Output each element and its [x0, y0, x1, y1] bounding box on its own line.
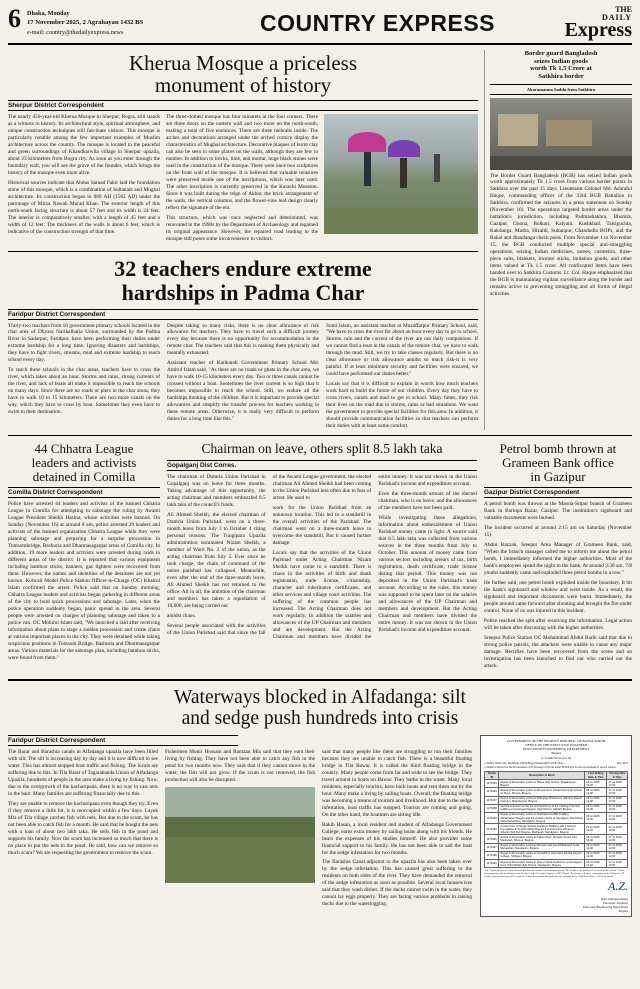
paragraph: Police have arrested 44 leaders and activists of the banned Chhatra League in Comilla for attempting to sabotage the ruling by Awami League President Sheikh Hasina, whose activities were banned. On Sunday (November 16) at around 8 am, police arrested 29 leaders and activists of the banned organization Chhatra League while they were planning sabotage and preparing for a surprise procession in Tomsombridge, Bashuria and Dharmasagarpar areas of Comilla city. In addition, 19 more leaders and activists were arrested during raids in different areas of the district. It is reported that various equipment including bamboo sticks, banners, gas lighters were recovered from them. However, the names and identities of the detainees are not yet known. Kotwali Model Police Station Officer-in-Charge (OC) Khairul Islam confirmed the arrest. Police said that on Sunday morning, Chhatra League leaders and activists began gathering in different areas of the city to hold quick processions and sabotage. Later, when the police operation suddenly began, panic spread in the area. Several people were arrested on charges of planning sabotage and taken to a police van. OC Mohirul Islam said, "We launched a raid after receiving information about plans to stage a sudden procession and create chaos at various important places in the city. They were detained while taking suspicious positions in Tomsom Bridge, Bashuria and Dharmasagarpar areas. Various materials for the sabotage plan, including bamboo sticks, were found from them." [8, 501, 160, 661]
figure-person [364, 152, 371, 186]
table-row [485, 851, 628, 859]
cell-description: Repair & Renovation works at Pallavi Shah Jamadra Senior Alim Madrasah, Sherpur, Bogura [499, 835, 585, 843]
story-chhatra-league [8, 440, 160, 673]
lead-photo-col [324, 114, 478, 246]
cell-description: Repair & Renovation works at Shibganjo Professors Islampur Daurd Nazrulm, Shajahanpur, Bogura [499, 796, 585, 804]
paragraph: While investigating these allegations, information about embezzlement of Union Parishad money came to light. A source said that 8.5 lakh taka was collected from various sources in the three months from July to October. This amount of money came from various sectors including arrears of tax, birth registration, death certificate, trade license during that period. This money was not deposited in the Union Parishad's bank account. According to the rules, this money was supposed to be spent later on the salaries and allowances of the UP Chairman and members and development. But the Acting Chairman and members have divided the entire money. It was not shown in the Union Parishad's income and expenditure account. [378, 515, 477, 634]
photo-foreground [490, 156, 632, 170]
masthead-place: Dhaka, Monday [27, 10, 70, 17]
cell-last-selling: 26.11.2025 13.00 [585, 824, 607, 835]
paragraph: The Barashia Canal adjacent to the upazila has also been taken over by the sedge infestation. This has caused great suffering to the residents on both sides of the river. They have demanded the removal of the sedge infestation as soon as possible. Several local housewives said that they wash dishes. If the ducks cannot swim in the water, they cannot lay eggs properly. They are facing various problems in raising ducks due to the waterlogging. [322, 859, 472, 908]
photo-treeline [165, 817, 315, 837]
feature-col-3 [322, 749, 472, 912]
col-last-selling: Last Selling Date & Time [585, 771, 607, 779]
cell-tender-id: 1176460 [485, 824, 499, 835]
lead-text-left [8, 114, 160, 246]
cell-tender-id: 1176457 [485, 796, 499, 804]
feature-col-2 [165, 749, 315, 912]
cell-last-selling: 26.11.2025 13.00 [585, 851, 607, 859]
table-row [485, 860, 628, 868]
table-row [485, 824, 628, 835]
banner-body [8, 323, 478, 431]
table-row [485, 812, 628, 823]
table-row [485, 796, 628, 804]
story4-byline: Gopalganj Dist Corres. [167, 460, 477, 471]
paragraph: The Barar and Barashia canals in Alfadanga upazila have been filled with silt. The silt is increasing day by day and it is now difficult to see water. This has almost stopped boat traffic and fishing. The locals are suffering due to this. In Tila Barar of Tagarabanda Union of Alfadanga Upazila, hundreds of people in the area make a living by fishing. Now, due to the overgrowth of the kachuripana, there is no way to cast nets in the haor. Many families are suffering financially due to this. [8, 748, 158, 797]
paragraph: Fishermen Monir Hossain and Ramzan Mia said that they earn their living by fishing. They have not been able to catch any fish in the pond for two months now. They said that if they cannot move in the water, the fish will not grow. If the scum is not removed, the fish production will also be disrupted. [165, 748, 315, 783]
cell-tender-id: 1176456 [485, 860, 499, 868]
cell-description: Vertical extension of the 1st and 2nd floors of the existing 3 storied building at Gosaingai Kaigaon High School, Gabtali, Bogura [499, 804, 585, 812]
tender-signature: (Md. Ashiquzzaman) Executive Engineer Education Engineering Department Bogura [582, 896, 628, 914]
banner-headline: 32 teachers endure extreme hardships in Padma Char [114, 256, 372, 305]
paragraph: The three-domed mosque has four minarets at the four corners. There are three doors on the eastern wall and two more on the north-south, making a total of five entrances. There are three mehrabs inside. The arches and decorations arranged under the arched cornice display the characteristics of Mughal architecture. Decorative plaques of burnt clay can also be seen in some places on the walls, although they are few in number. In addition to bricks, lime, and mortar, huge black stones were used in the construction of the mosque. There were once two sculptures on the front wall of the mosque. It is believed that valuable treasures were preserved inside one of the inscriptions, which was later used. The other inscription is currently preserved in the Karachi Museum. Since it was built during the reign of Akbar, the brick arrangement of the walls, the vertical columns, and the flower-vine leaf design clearly reflect the signature of the era. [166, 114, 318, 212]
photo-rain-walkers [324, 114, 478, 234]
paragraph: To reach these schools in the char areas, teachers have to cross the river, which takes about an hour. Storms and rains, strong currents of the river, and lack of boats all make it impossible to reach the schools on many days. Since there are no roads or piers in the char areas, they have to walk 10 to 15 kilometers. There are two more canals on the way, which they have to cross by boat. Sometimes they even have to swim to their destination. [8, 367, 160, 416]
masthead-date: 17 November 2025, 2 Agrahayan 1432 BS [27, 19, 144, 27]
rail-headline: Border guard Bangladesh seizes Indian goods worth Tk 1.5 Crore at Satkhira border [490, 50, 632, 84]
tender-note: e-Tender is invited for the Procurement of 25 Packages of Works under EED Bogra for the procurement of several tenders. [484, 765, 617, 769]
cell-tender-id: 1176455 [485, 780, 499, 788]
tender-notice [480, 735, 632, 918]
paragraph: The chairman of Dumria Union Parishad in Gopalganj was on leave for three months. Taking advantage of this opportunity, the acting chairman and members embezzled 8.5 lakh taka of the council's funds. [167, 474, 266, 509]
tender-ref: e-Tender Notice No. Bodhnaliya/EED/Bogra/Tender/2025-2026/ Date: ... [484, 761, 567, 765]
tender-ref-right: Ref: 2025 [616, 761, 628, 765]
cell-last-selling: 26.11.2025 13.00 [585, 812, 607, 823]
divider [8, 435, 632, 436]
paragraph: The incident occurred at around 2:15 am on Saturday (November 15). [484, 525, 632, 539]
col-closing: Closing Date & Time [607, 771, 628, 779]
tender-footer-note: N.B. Tender documents can be downloaded from the website www.eprocure.gov.bd. The details of the tender will be found on the website. Tender documents can also be obtained from the office of the Executive Engineer, EED, Bogura. To activate e-Tenders, registration for the National e-GP Portal (www.eprocure.gov.bd) is required. Further information and guidelines are available in the Guidelines of the e-GP Procurement. [484, 869, 625, 878]
paragraph: Even the three-month arrears of the elected chairman, who is on leave, and the allowances of the members have not been paid. [378, 491, 477, 512]
rail-byline: Akaramanna Sadda from Satkhira [490, 85, 632, 95]
cell-description: Repair & Renovation works at Talora High School, Shajahanpur, Bogura [499, 780, 585, 788]
cell-last-selling: 26.11.2025 13.00 [585, 796, 607, 804]
photo-goods-pile [546, 120, 592, 146]
photo-water-hyacinth [165, 787, 315, 883]
photo-goods-pile [498, 114, 538, 146]
brand-daily: DAILY [601, 12, 632, 22]
table-body [485, 780, 628, 868]
cell-description: Repair & Renovation works at Chowdhury Hammana Mohila Degree College, Shibganj, Bogura [499, 851, 585, 859]
page-number: 6 [8, 4, 21, 33]
paragraph: Historical sources indicate that Abdus Samad Fakir laid the foundation stone of this mosque, which is a combination of Sultanate and Mughal architecture. Its construction began in 989 AH (1582 AD) under the patronage of Mirza Nawab Murad Khan. The exterior length of this north-south facing structure is about 57 feet and its width is 24 feet. The interior is comparatively smaller, with a length of 45 feet and a width of 12 feet. The thickness of the walls is about 6 feet, which is indicative of the construction strength of that time. [8, 180, 160, 236]
table-header-row [485, 771, 628, 779]
paragraph: The nearly 450-year-old Kherua Mosque in Sherpur, Bogra, still stands as a witness to history. Its architectural style, spiritual atmosphere, and unique construction techniques still fascinate visitors. This mosque is particularly notable among the few important examples of Muslim architecture across the country. The mosque is located in the peaceful and green surroundings of Khandkarwila village in Sherpur upazila, about 23 kilometres from Bogra city. As soon as you enter through the boundary wall, you will see the grave of the founder, which brings the history of the mosque even more alive. [8, 114, 160, 177]
story-petrol-bomb [484, 440, 632, 673]
lead-byline: Sherpur District Correspondent [8, 100, 478, 111]
cell-closing: 27.11.2025 13.00 [607, 824, 628, 835]
cell-closing: 27.11.2025 13.00 [607, 860, 628, 868]
paragraph: He further said, one petrol bomb exploded inside the boundary. It hit the bank's signboard and window and went inside. As a result, the signboard and important documents were burnt. Immediately, the people around came forward after shouting and brought the fire under control. None of us was injured in this incident. [484, 580, 632, 614]
photo-sky [165, 787, 315, 817]
paragraph: The Border Guard Bangladesh (BGB) has seized Indian goods worth approximately Tk 1.5 crore from various border points in Satkhira over the past 15 days. Lieutenant Colonel Md. Ashraful Haque, commanding officer of the 33rd BGB Battalion in Satkhira, confirmed the seizures in a press statement on Sunday (November 16). The operations targeted border areas under the battalion's jurisdiction, including Padmashakhra, Bhomra, Gazipur, Ghona, Bolkari, Kalyani, Kushkhali, Talsiguchia, Kakdanga, Madra, Hizaldi, Sultanpur, Chandudia BOPs, and the Bakal and Jhaudanga check posts. From November 1 to November 15, the BGB conducted multiple special anti-smuggling operations, seizing Indian medicines, sarees, cosmetics, three-piece suits, blankets, incense sticks, imitation goods, and other items valued at Tk 1.5 crore. All confiscated items have been handed over to Satkhira Customs. Lt. Col. Haque emphasized that the BGB is maintaining vigilant surveillance along the border and remains active in preventing smuggling and all forms of illegal activities. [490, 172, 632, 298]
figure-person [434, 154, 440, 182]
photo-foreground [324, 208, 478, 234]
masthead-dateline [27, 6, 143, 37]
paragraph: Locals say that it is difficult to explain in words how much teachers work hard to build the future of our children. Every day they have to cross rivers, canals and mud to get to school. Many times, they risk their lives on the road due to storms, rains or bad situations. We want the government to provide special facilities for this area. In addition, it should provide communication facilities so that teachers can perform their duties with at least some comfort. [326, 381, 478, 430]
paragraph: work for the Union Parishad from an unknown location. This led to a standstill in the overall activities of the Parishad. The chairman went on a three-month leave to overcome the standstill. But it caused further damage. [272, 505, 372, 547]
feature-col-1 [8, 749, 158, 912]
feature-body [8, 735, 632, 918]
story5-headline: Petrol bomb thrown at Grameen Bank office in Gazipur [499, 441, 617, 484]
col-description: Description of Work [499, 771, 585, 779]
paragraph: Locals say that the activities of the Union Parishad under Acting Chairman Nizam Sheikh have come to a standstill. There is chaos in the activities of birth and death registration, trade license, citizenship, character and inheritance certificates, and other services and village court activities. The suffering of the common people has increased. The Acting Chairman does not work regularly, In addition the salaries and allowances of the UP Chairman and members and are development. But the Acting Chairman and members have divided the entire money. It was not shown in the Union Parishad's income and expenditure account. [272, 474, 477, 641]
cell-tender-id: 1176459 [485, 812, 499, 823]
col-tender-id: Tender ID [485, 771, 499, 779]
right-rail [484, 50, 632, 430]
umbrella-icon [388, 140, 420, 157]
cell-last-selling: 26.11.2025 13.00 [585, 804, 607, 812]
story3-byline: Comilla District Correspondent [8, 487, 160, 498]
paragraph: Several people associated with the activities of the Union Parishad said that since the fall of the Awami League government, the elected chairman Ali Ahmed Sheikh had been coming to the Union Parishad less often due to fear of arrest. He used to [167, 474, 372, 637]
cell-last-selling: 26.11.2025 13.00 [585, 788, 607, 796]
tender-header: GOVERNMENT OF THE PEOPLE'S REPUBLIC OF BANGLADESH OFFICE OF THE EXECUTIVE ENGINEER EDUCATION ENGINEERING DEPARTMENT Bagura w: beidbrbrcse.gov.bd [507, 738, 606, 760]
paragraph: amidst chaos. [167, 613, 196, 620]
cell-tender-id: 1176457 [485, 843, 499, 851]
cell-description: Repair & Renovation works at Dhunat Govt. Model Pilot High School for Boys, Dhunat, Bogura [499, 788, 585, 796]
masthead-left [8, 6, 243, 40]
cell-last-selling: 26.11.2025 13.00 [585, 843, 607, 851]
story5-byline: Gazipur District Correspondent [484, 487, 632, 498]
masthead-brand [512, 6, 632, 40]
story4-headline: Chairman on leave, others split 8.5 lakh taka [201, 441, 443, 457]
second-band [8, 440, 632, 673]
brand-the: THE [615, 5, 632, 14]
divider [8, 251, 478, 252]
feature-left [8, 735, 474, 918]
main-column [8, 50, 478, 430]
paragraph: They are unable to remove the kachuripana even though they try. Even if they remove a little bit, it is reoccupied within a few days. Layek Mia of Tila village catches fish with nets. But due to the scum, he has not been able to catch fish for a month. He said that he bought the nets with a loan of about two lakh taka. He sells fish in the pond and supports his family. Now the scum has increased so much that there is no place to put the nets in the pond. He said, how can we remove so much scum? We are requesting the government to remove the scum. [8, 800, 158, 856]
cell-closing: 27.11.2025 13.00 [607, 812, 628, 823]
table-row [485, 804, 628, 812]
tender-table [484, 771, 628, 868]
cell-closing: 27.11.2025 13.00 [607, 804, 628, 812]
cell-closing: 27.11.2025 13.00 [607, 851, 628, 859]
masthead-section [243, 6, 512, 40]
masthead-email: e-mail: country@thedailyexpress.news [27, 29, 124, 37]
cell-last-selling: 26.11.2025 13.00 [585, 780, 607, 788]
paragraph: Sumi Islam, an assistant teacher at Muzaffarpur Primary School, said, "We have to cross the river for about an hour every day to go to school. Storms, rain and the current of the river are our daily companions. If we cannot find a boat in the canals of the remote char, we have to walk through the mud. Still, we try to take classes regularly. But there is no clear allowance or risk allowance amidst so much risk-it is very painful. If at least minimum security and facilities were ensured, we could have performed our duties better." [326, 322, 478, 378]
table-row [485, 843, 628, 851]
banner-byline: Faridpur District Correspondent [8, 309, 478, 320]
photo-canal [165, 837, 315, 883]
paragraph: This structure, which was once neglected and deteriorated, was renovated in the 1990s by the Department of Archaeology and regained its original appearance. However, the repaired road leading to the mosque still poses some inconvenience to visitors. [166, 215, 318, 243]
paragraph: Rakib Hasan, a local resident and student of Alfadanga Government College, earns extra money by sailing boats along with his friends. He bears the expenses of his studies himself. He also provides some financial support to his family. He has not been able to sail the boat for the sedge infestation for two months. [322, 821, 472, 856]
tender-ref-line [484, 762, 628, 765]
lead-text-mid [166, 114, 318, 246]
story-chairman-leave [167, 440, 477, 673]
paragraph: Despite taking so many risks, there is no clear allowance or risk allowance for teachers. They have to travel such a difficult journey every day because there is no opportunity for accommodation in the remote char. The teachers said that this is making them physically and mentally exhausted. [167, 322, 319, 357]
feature-columns [8, 749, 474, 912]
page-body [8, 50, 632, 430]
cell-description: Repair & Renovation works at Akashjara Gul Bibi building Akhabhaban Bogura and Renovation works at Nandigram Dhunduria Kulla Mahasthan, Nandigram, Bogura [499, 812, 585, 823]
paragraph: said that many people like them are struggling to run their families because they are unable to catch fish. There is a beautiful floating bridge in Tila Bawar. It is called the third floating bridge in the country. Many people come from far and wide to see the bridge. They travel around in boats on Bawar. They bathe in the water. Many local residents, especially tourists, have built boats and rent them out by the hour. Many make a living by sailing boats. Overall, the floating bridge was becoming a means of tourism and livelihood. But due to the sedge infestation, boat traffic has stopped. Tourists are coming and going. On the other hand, the boatmen are sitting idle. [322, 748, 472, 818]
table-row [485, 835, 628, 843]
story4-body [167, 474, 477, 641]
umbrella-icon [348, 132, 386, 152]
section-title: COUNTRY EXPRESS [260, 10, 495, 36]
cell-closing: 27.11.2025 13.00 [607, 835, 628, 843]
cell-last-selling: 26.11.2025 13.00 [585, 835, 607, 843]
lead-headline: Kherua Mosque a priceless monument of history [128, 51, 357, 98]
cell-closing: 27.11.2025 13.00 [607, 788, 628, 796]
feature-headline: Waterways blocked in Alfadanga: silt and sedge push hundreds into crisis [174, 686, 466, 730]
brand-express: Express [564, 19, 632, 42]
paragraph: Abdur Razzak, Sreepur Area Manager of Grameen Bank, said, "When the branch manager called me to inform me about the petrol bomb, I immediately informed the higher authorities. Most of the bank's employees spend the night in the bank. At around 2:30 am, 7/8 youths suddenly came and exploded three petrol bombs in a row." [484, 542, 632, 577]
paragraph: Thirty-two teachers from 10 government primary schools located in the char area of Dhyara Narikelbaria Union, surrounded by the Padma River in Sadarpur, Faridpur, have been performing their duties under extreme hardship for a long time. Ignoring disasters and hardships, they have to fight rivers, streams, mud and extreme hardship to reach school every day. [8, 322, 160, 364]
paragraph: Police reached the spot after receiving the information. Legal action will be taken after discussing with the higher authorities. [484, 617, 632, 631]
signature-mark: A.Z. [607, 878, 628, 893]
cell-description: Construction of Single Storied Academic Building with 4 Storied Foundation at Seiyhar Milani Bogura & Construction Works at Adigram MA Fazil Degree Madrasah, Nandigram, Bogura [499, 824, 585, 835]
masthead [8, 6, 632, 45]
table-row [485, 780, 628, 788]
cell-tender-id: 1176458 [485, 851, 499, 859]
lead-layout [8, 114, 478, 246]
cell-description: Repair & Renovation works at Dhunanmata Kamil Madrasah Kulla Mahasthan, Nandigram, Bogura [499, 843, 585, 851]
feature-story [8, 679, 632, 918]
photo-seized-goods [490, 98, 632, 170]
feature-byline: Faridpur District Correspondent [8, 735, 238, 746]
cell-tender-id: 1176458 [485, 804, 499, 812]
cell-closing: 27.11.2025 13.00 [607, 780, 628, 788]
cell-description: Repair & Renovation works at Sherer Plaza Auditorium at Nandigram Govt. Pilot Model High School, Nandigram, Bogura [499, 860, 585, 868]
paragraph: A petrol bomb was thrown at the Maona-Sripur branch of Grameen Bank in Bartopa Bazar, Gazipur. The institution's signboard and valuable documents were burned. [484, 501, 632, 522]
cell-closing: 27.11.2025 13.00 [607, 796, 628, 804]
table-row [485, 788, 628, 796]
cell-tender-id: 1176459 [485, 835, 499, 843]
cell-last-selling: 26.11.2025 13.00 [585, 860, 607, 868]
paragraph: Sreepur Police Station OC Mohammad Abdul Barik said that due to strong police patrols, the attackers were unable to cause any major damage. Rectifies have been recovered from the scene and an investigation has been launched to find out who carried out the attack. [484, 634, 632, 669]
story3-headline: 44 Chhatra League leaders and activists detained in Comilla [31, 441, 137, 484]
cell-closing: 27.11.2025 13.00 [607, 843, 628, 851]
cell-tender-id: 1176456 [485, 788, 499, 796]
paragraph: Ali Ahmed Sheikh, the elected chairman of Dumria Union Parishad, went on a three-month leave from July 3 to October 4 citing personal reasons. The Tungipara Upazila administration nominated Nizam Sheikh, a member of Ward No. 2 of the union, as the acting chairman from July 5. Ever since he took charge, the chain of command of the union parishad has collapsed. Meanwhile, even after the end of the three-month leave, Ali Ahmed Sheikh has not returned to the office. All in all, the ambition of the chairman and members has taken a repudiation of 10,000, are being carried out [167, 512, 266, 610]
figure-person [400, 158, 407, 188]
paragraph: Assistant teacher of Katikandi Government Primary School Md. Amirul Islam said, "As there are no roads or ghats in the char area, we have to walk 10-15 kilometers every day. Two or three canals cannot be crossed without a boat. Sometimes the river current is so high that it becomes impossible to reach the school. Still, we endure all the hardships thinking of the children. But it is important to provide special allowances and simplify the transfer process for teachers working in these remote areas. Otherwise, it is really very difficult to perform duties for a long time like this." [167, 360, 320, 423]
